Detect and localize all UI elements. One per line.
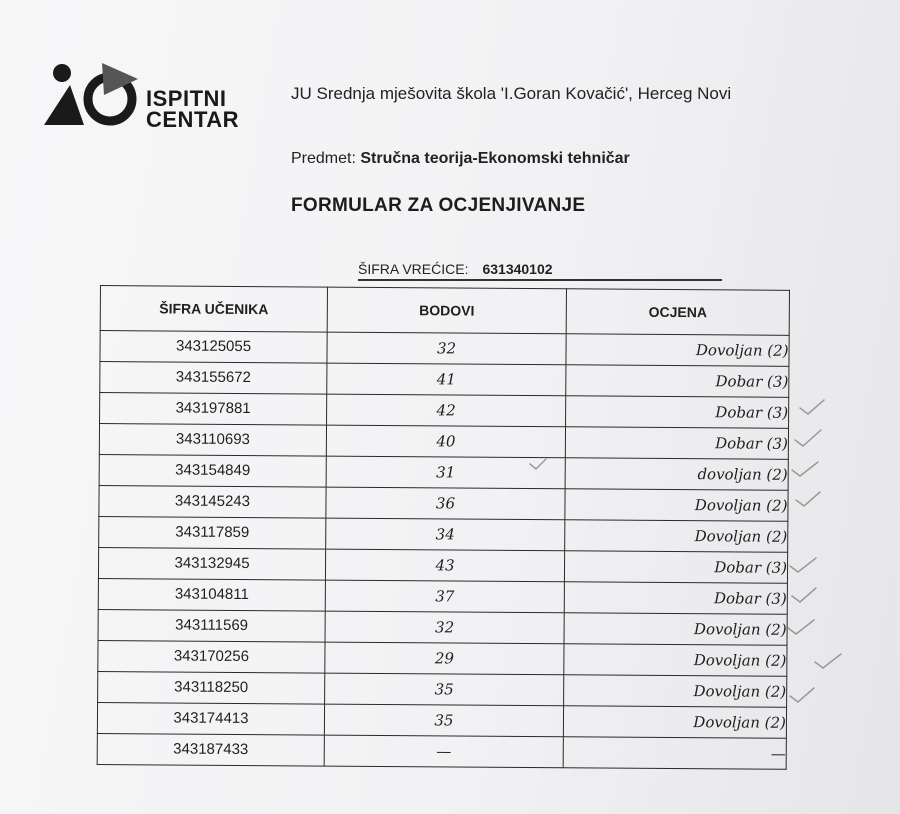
table-row [98,671,787,707]
student-code: 343187433 [97,733,324,766]
subject-value: Stručna teorija-Ekonomski tehničar [360,150,630,167]
points-value: 36 [326,487,565,520]
grade-value: Dovoljan (2) [564,613,787,646]
points-value: 37 [325,580,564,613]
grade-value: Dovoljan (2) [563,706,786,739]
grade-value: Dobar (3) [565,427,788,460]
grade-value: Dobar (3) [564,551,787,584]
table-row [98,609,787,645]
student-code: 343104811 [98,578,325,611]
header-grade: OCJENA [566,289,789,336]
student-code: 343110693 [99,424,326,457]
student-code: 343145243 [99,485,326,518]
table-header-row [100,286,789,336]
grade-value: Dobar (3) [566,365,789,398]
logo-line-2: CENTAR [146,107,240,132]
grade-value: Dovoljan (2) [565,489,788,522]
student-code: 343117859 [99,516,326,549]
table-row [98,578,787,614]
student-code: 343118250 [98,671,325,704]
points-value: 35 [324,704,563,737]
points-value: 34 [326,518,565,551]
student-code: 343125055 [100,331,327,364]
student-code: 343197881 [100,393,327,426]
student-code: 343174413 [97,702,324,735]
grade-value: Dobar (3) [564,582,787,615]
subject-line [291,150,630,168]
table-row [99,424,788,460]
table-row [100,362,789,398]
student-code: 343132945 [98,547,325,580]
logo-wordmark [146,88,239,130]
student-code: 343154849 [99,454,326,487]
table-row [99,516,788,552]
points-value: 43 [325,549,564,582]
logo-line-1: ISPITNI [146,86,227,111]
grade-value: Dovoljan (2) [564,675,787,708]
grade-value: — [563,737,786,770]
student-code: 343155672 [100,362,327,395]
table-row [100,331,789,367]
bag-code-line [358,261,722,281]
header-student-code: ŠIFRA UČENIKA [100,286,327,333]
student-code: 343170256 [98,640,325,673]
form-title: FORMULAR ZA OCJENJIVANJE [291,195,586,216]
points-value: 31 [326,456,565,489]
table-row [97,702,786,738]
grade-value: Dovoljan (2) [565,520,788,553]
points-value: 32 [325,611,564,644]
table-row [99,454,788,490]
grade-value: Dobar (3) [566,396,789,429]
grade-value: Dovoljan (2) [566,334,789,367]
subject-label: Predmet: [291,150,356,167]
table-row [98,640,787,676]
header-points: BODOVI [327,287,566,334]
table-row [98,547,787,583]
table-row [100,393,789,429]
bag-code-label: ŠIFRA VREĆICE: [358,261,469,277]
points-value: 29 [325,642,564,675]
points-value: 42 [327,394,566,427]
table-row [97,733,786,769]
grade-value: dovoljan (2) [565,458,788,491]
points-value: 35 [325,673,564,706]
points-value: 41 [327,363,566,396]
grading-table [97,285,790,770]
grade-value: Dovoljan (2) [564,644,787,677]
points-value: — [324,735,563,768]
bag-code-value: 631340102 [482,261,553,277]
school-name: JU Srednja mješovita škola 'I.Goran Kovačić', Herceg Novi [291,84,732,103]
table-row [99,485,788,521]
points-value: 40 [326,425,565,458]
points-value: 32 [327,332,566,365]
student-code: 343111569 [98,609,325,642]
